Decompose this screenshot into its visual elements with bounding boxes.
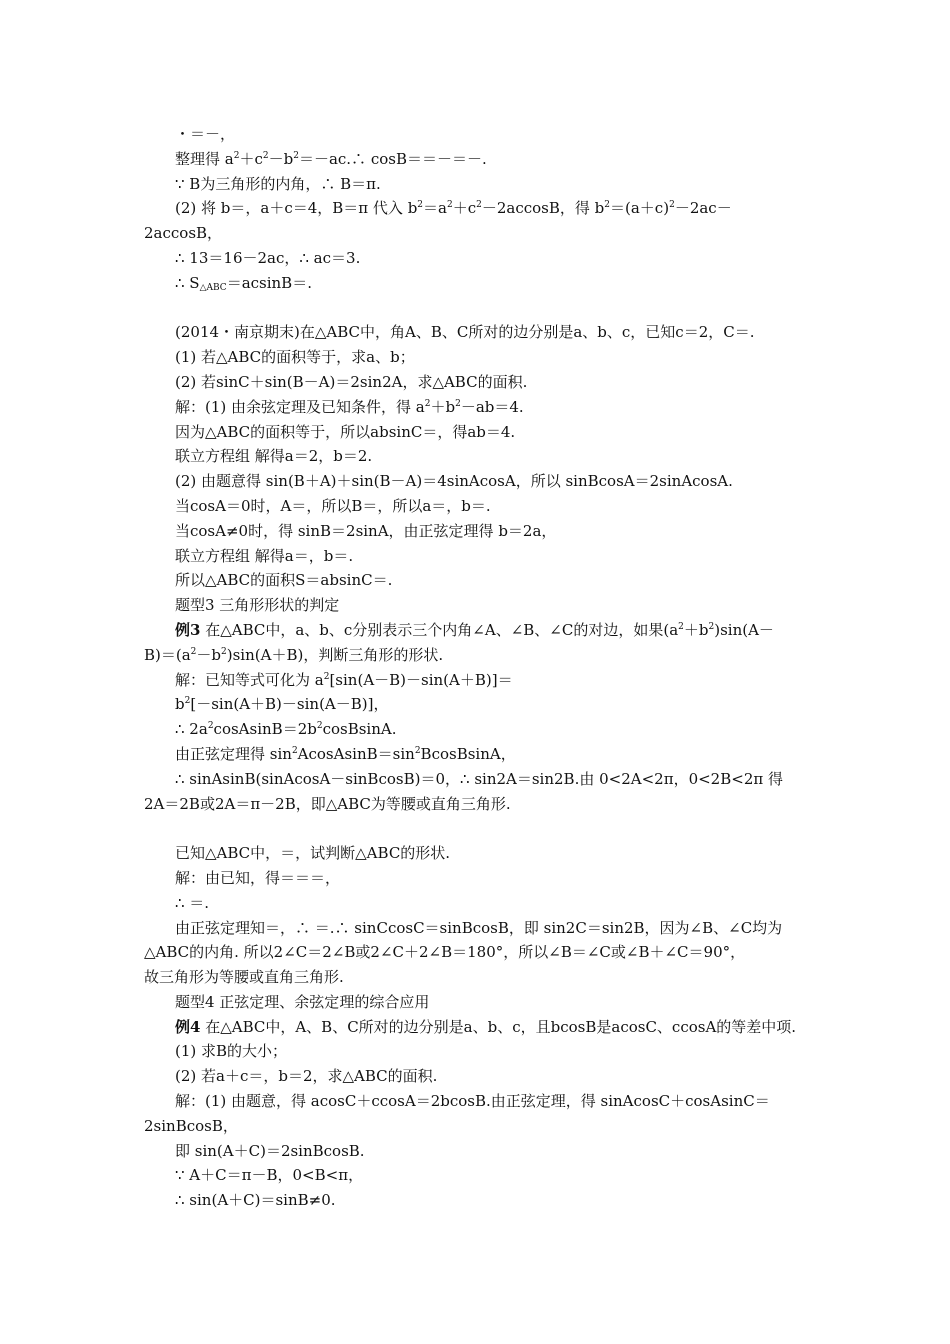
text-line: (2) 将 b＝，a＋c＝4，B＝π 代入 $b^2=a^2+c^2-2accosB$，得 $b^2=(a+c)^2-2ac-$ (175, 199, 732, 218)
text-line: 当cosA＝0时，A＝，所以B＝，所以a＝，b＝. (175, 496, 491, 515)
text-line: △ABC的内角. 所以2∠C＝2∠B或2∠C＋2∠B＝180°，所以∠B＝∠C或∠B＋∠C＝90°， (144, 943, 746, 962)
text-line: ∴ 13＝16－2ac，∴ ac＝3. (175, 248, 361, 267)
text-line: ∴ $2a^2cosAsinB=2b^2cosBsinA$. (175, 720, 397, 739)
document-body (144, 122, 816, 1213)
text-line: 整理得 $a^2+c^2-b^2=-ac.\therefore$ cosB＝＝－＝－. (175, 149, 487, 168)
text-line: 由正弦定理知＝，∴ ＝.∴ sinCcosC＝sinBcosB，即 sin2C＝sin2B，因为∠B、∠C均为 (175, 918, 783, 937)
text-line: ∴ sinAsinB(sinAcosA－sinBcosB)＝0，∴ sin2A＝sin2B.由 0<2A<2π，0<2B<2π 得 (175, 769, 783, 788)
text-line: 2A＝2B或2A＝π－2B，即△ABC为等腰或直角三角形. (144, 794, 511, 813)
text-line: 已知△ABC中，＝，试判断△ABC的形状. (175, 844, 451, 863)
text-line: (2) 由题意得 sin(B＋A)＋sin(B－A)＝4sinAcosA，所以 sinBcosA＝2sinAcosA. (175, 472, 733, 491)
section-heading: 题型3 三角形形状的判定 (175, 596, 340, 615)
text-line: $b^2[-\sin(A+B)-\sin(A-B)]$， (175, 695, 389, 714)
blank-line (144, 296, 816, 321)
example-line: 例4 在△ABC中，A、B、C所对的边分别是a、b、c，且bcosB是acosC、ccosA的等差中项. (175, 1017, 797, 1036)
example-label: 例3 (175, 620, 201, 639)
text-line: 当cosA≠0时，得 sinB＝2sinA，由正弦定理得 b＝2a， (175, 521, 557, 540)
text-line: ∴ ＝. (175, 893, 210, 912)
text-line: ∵ B为三角形的内角，∴ B＝π. (175, 174, 381, 193)
text-line: 故三角形为等腰或直角三角形. (144, 968, 344, 987)
text-line: $B)=(a^2-b^2)\sin(A+B)$，判断三角形的形状. (144, 645, 444, 664)
text-line: 解：由已知，得＝＝＝， (175, 868, 341, 887)
blank-line (144, 816, 816, 841)
problem-source-line: (2014・南京期末)在△ABC中，角A、B、C所对的边分别是a、b、c，已知c＝2，C＝. (175, 323, 755, 342)
text-line: (2) 若a＋c＝，b＝2，求△ABC的面积. (175, 1067, 438, 1086)
text-line: 联立方程组 解得a＝2，b＝2. (175, 447, 373, 466)
example-line: 例3 在△ABC中，a、b、c分别表示三个内角∠A、∠B、∠C的对边，如果$(a^2+b^2)\sin(A-$ (175, 620, 774, 639)
text-line: ∴ sin(A＋C)＝sinB≠0. (175, 1191, 336, 1210)
text-line: 2accosB， (144, 224, 223, 243)
text-line: 所以△ABC的面积S＝absinC＝. (175, 571, 393, 590)
text-line: 即 sin(A＋C)＝2sinBcosB. (175, 1141, 365, 1160)
example-label: 例4 (175, 1017, 201, 1036)
text-line: (1) 若△ABC的面积等于，求a、b； (175, 348, 415, 367)
text-line: 2sinBcosB， (144, 1116, 238, 1135)
text-line: 联立方程组 解得a＝，b＝. (175, 546, 354, 565)
text-line: 由正弦定理得 $\sin^2AcosAsinB=\sin^2BcosBsinA$， (175, 744, 516, 763)
text-line: 解：(1) 由余弦定理及已知条件，得 $a^2+b^2-ab=4$. (175, 397, 524, 416)
text-line: (1) 求B的大小； (175, 1042, 288, 1061)
section-heading: 题型4 正弦定理、余弦定理的综合应用 (175, 992, 430, 1011)
text-line: (2) 若sinC＋sin(B－A)＝2sin2A，求△ABC的面积. (175, 372, 528, 391)
text-line: 因为△ABC的面积等于，所以absinC＝，得ab＝4. (175, 422, 516, 441)
text-line: ・＝－， (175, 125, 236, 143)
text-line: 解：已知等式可化为 $a^2[\sin(A-B)-\sin(A+B)]=$ (175, 670, 513, 689)
text-line: ∵ A＋C＝π－B，0<B<π， (175, 1166, 364, 1185)
text-line: ∴ $S_{\triangle ABC}=acsinB=$. (175, 273, 312, 293)
text-line: 解：(1) 由题意，得 acosC＋ccosA＝2bcosB.由正弦定理，得 sinAcosC＋cosAsinC＝ (175, 1092, 770, 1111)
